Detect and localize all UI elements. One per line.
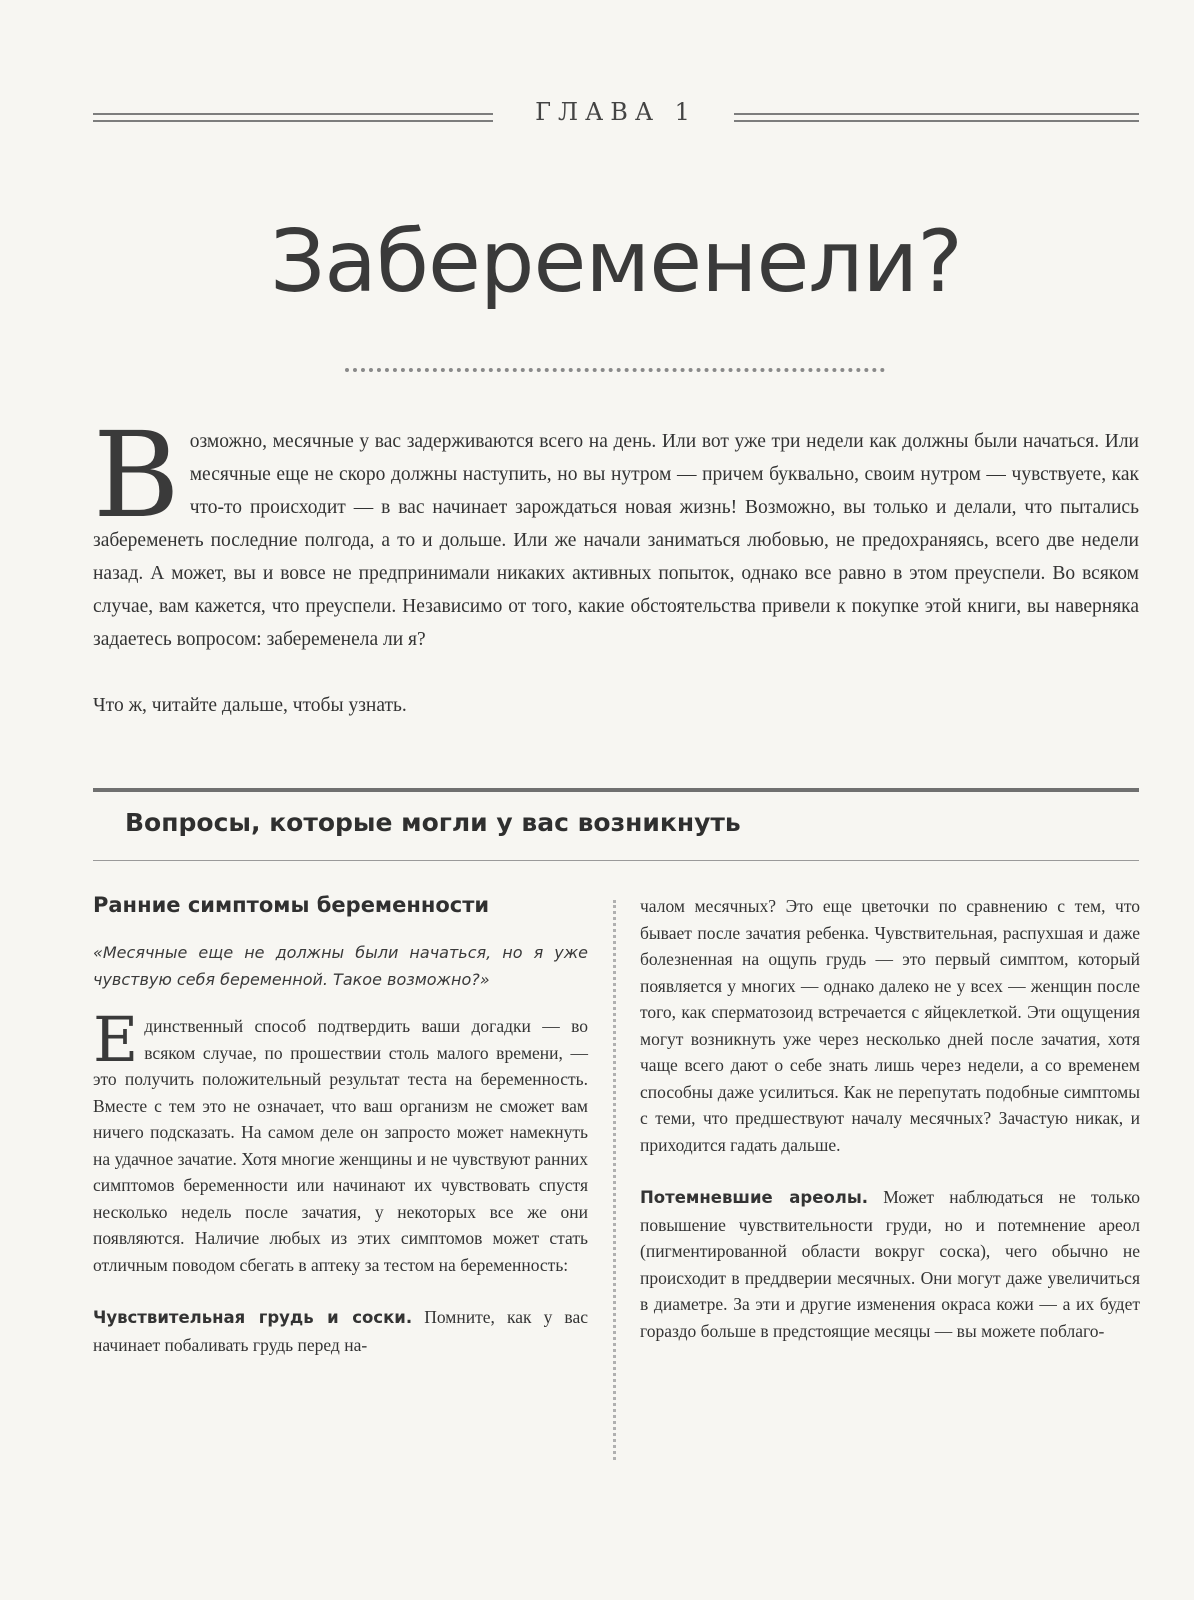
answer-dropcap: Е bbox=[93, 1003, 139, 1076]
chapter-header bbox=[93, 98, 1139, 138]
answer-paragraph bbox=[93, 1003, 588, 1278]
chapter-rule-left bbox=[93, 113, 493, 122]
symptom-paragraph-breast bbox=[93, 1304, 588, 1358]
symptom-paragraph-areola bbox=[640, 1184, 1140, 1344]
intro-paragraph bbox=[93, 406, 1139, 656]
chapter-title: Забеременели? bbox=[270, 212, 962, 312]
paragraph-gap bbox=[93, 1278, 588, 1304]
symptom-term-breast: Чувствительная грудь и соски. bbox=[93, 1308, 413, 1327]
continued-paragraph: чалом месячных? Это еще цветочки по сравнению с тем, что бывает после зачатия ребенка. Чувствительная, распухшая и даже болезненная на ощупь грудь — это первый симптом, который появляется у многих — однако далеко не у всех — женщин после того, как сперматозоид встречается с яйцеклеткой. Эти ощущения могут возникнуть уже через несколько дней после зачатия, хотя чаще всего дают о себе знать лишь через недели, а со временем способны даже усилиться. Как не перепутать подобные симптомы с теми, что предшествуют началу месячных? Зачастую никак, и приходится гадать дальше. bbox=[640, 896, 1140, 1155]
intro-text: озможно, месячные у вас задерживаются всего на день. Или вот уже три недели как должны были начаться. Или месячные еще не скоро должны наступить, но вы нутром — причем буквально, своим нутром — чувствуете, как что-то происходит — в вас начинает зарождаться новая жизнь! Возможно, вы только и делали, что пытались забеременеть последние полгода, а то и дольше. Или же начали заниматься любовью, не предохраняясь, всего две недели назад. А может, вы и вовсе не предпринимали никаких активных попыток, однако все равно в этом преуспели. Во всяком случае, вам кажется, что преуспели. Независимо от того, какие обстоятельства привели к покупке этой книги, вы наверняка задаетесь вопросом: забеременела ли я? bbox=[93, 431, 1139, 650]
chapter-label: ГЛАВА 1 bbox=[535, 98, 697, 126]
section-rule-top bbox=[93, 788, 1139, 792]
symptom-term-areola: Потемневшие ареолы. bbox=[640, 1188, 869, 1207]
intro-closing-line: Что ж, читайте дальше, чтобы узнать. bbox=[93, 695, 407, 716]
chapter-rule-right bbox=[734, 113, 1139, 122]
column-dotted-divider bbox=[613, 900, 616, 1460]
intro-dropcap: В bbox=[93, 406, 180, 544]
section-rule-bottom bbox=[93, 860, 1139, 861]
section-title: Вопросы, которые могли у вас возникнуть bbox=[125, 808, 741, 837]
left-column bbox=[93, 893, 588, 1358]
symptom-text-areola: Может наблюдаться не только повышение чувствительности груди, но и потемнение ареол (пигментированной области вокруг соска), чего обычно не происходит в преддверии месячных. Они могут даже увеличиться в диаметре. За эти и другие изменения окраса кожи — а их будет гораздо больше в предстоящие месяцы — вы можете поблаго- bbox=[640, 1187, 1141, 1341]
answer-text: динственный способ подтвердить ваши догадки — во всяком случае, по прошествии столь малого времени, — это получить положительный результат теста на беременность. Вместе с тем это не означает, что ваш организм не сможет вам ничего подсказать. На самом деле он запросто может намекнуть на удачное зачатие. Хотя многие женщины и не чувствуют ранних симптомов беременности или начинают их чувствовать спустя несколько недель после зачатия, у некоторых все же они появляются. Наличие любых из этих симптомов может стать отличным поводом сбегать в аптеку за тестом на беременность: bbox=[93, 1016, 588, 1275]
right-column bbox=[640, 893, 1140, 1344]
subheading-early-symptoms: Ранние симптомы беременности bbox=[93, 893, 490, 917]
title-dotted-divider bbox=[345, 368, 885, 372]
symptom-text-breast: Помните, как у вас начинает побаливать грудь перед на- bbox=[93, 1307, 588, 1355]
reader-question: «Месячные еще не должны были начаться, но я уже чувствую себя беременной. Такое возможно?» bbox=[93, 943, 588, 989]
paragraph-gap bbox=[640, 1158, 1140, 1184]
